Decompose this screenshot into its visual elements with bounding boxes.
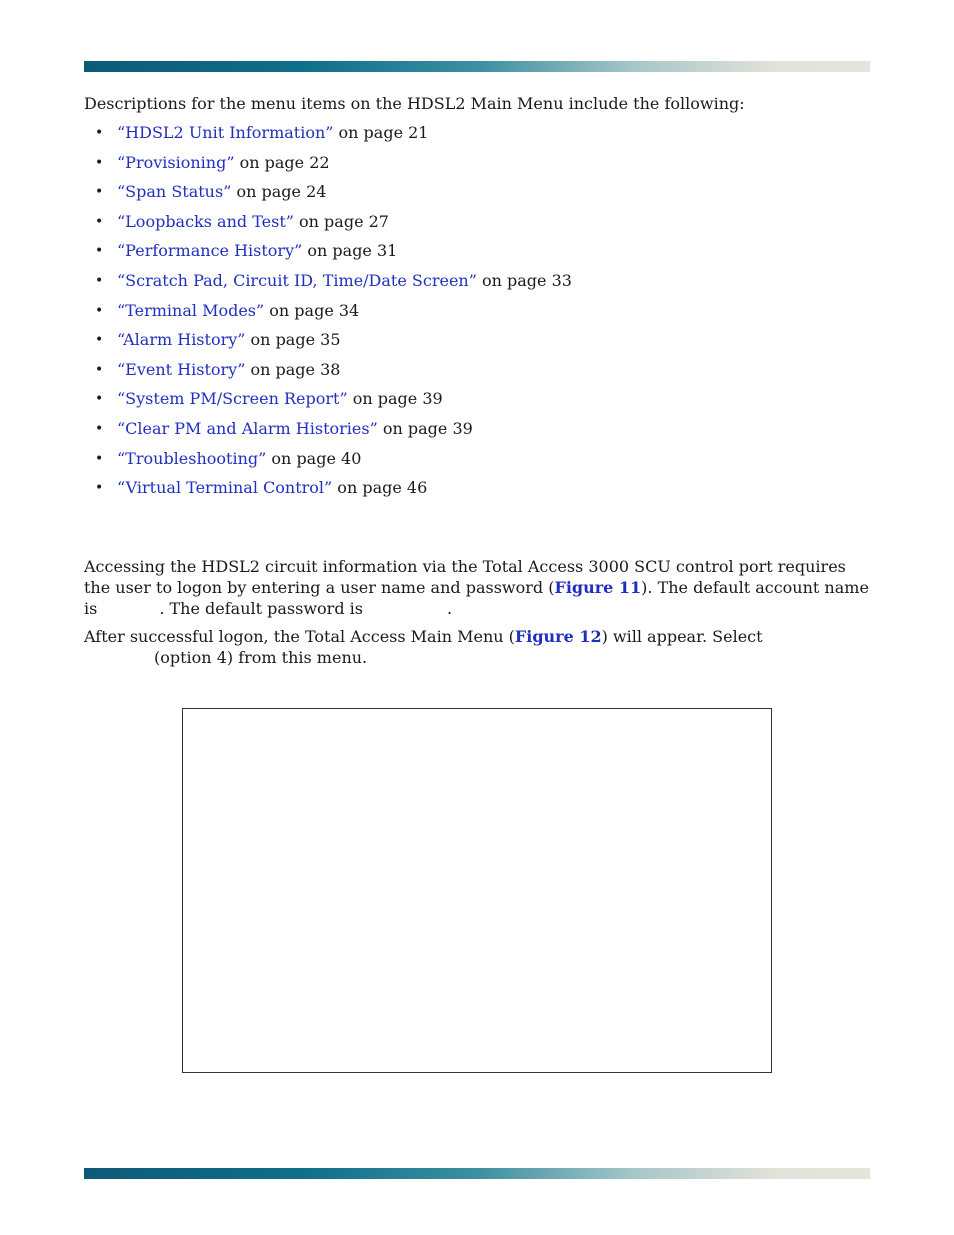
list-item <box>84 152 572 182</box>
bullet-icon: • <box>95 302 104 319</box>
page-reference: on page 34 <box>264 300 360 320</box>
page-reference: on page 27 <box>293 211 389 231</box>
page-reference: on page 31 <box>302 241 398 261</box>
bullet-icon: • <box>95 420 104 437</box>
cross-reference-link[interactable]: “HDSL2 Unit Information” <box>117 123 334 142</box>
bullet-icon: • <box>95 332 104 349</box>
cross-reference-link[interactable]: “Scratch Pad, Circuit ID, Time/Date Screen” <box>117 270 477 290</box>
page-reference: on page 33 <box>476 270 572 290</box>
list-item <box>84 240 572 270</box>
logon-text-part1: Accessing the HDSL2 circuit information via the Total Access 3000 SCU control port requires the user to logon by entering a user name and password ( <box>84 557 846 597</box>
page-reference: on page 46 <box>332 478 428 498</box>
page-reference: on page 24 <box>231 182 327 202</box>
cross-reference-link[interactable]: “Troubleshooting” <box>117 448 267 468</box>
bullet-icon: • <box>95 361 104 378</box>
figure-11-link[interactable]: Figure 11 <box>554 578 642 597</box>
list-item <box>84 477 572 507</box>
list-item <box>84 300 572 330</box>
cross-reference-link[interactable]: “Clear PM and Alarm Histories” <box>117 418 378 438</box>
cross-reference-link[interactable]: “Span Status” <box>117 182 232 202</box>
logon-text-part3: . The default password is <box>159 599 363 618</box>
logon-text-part4: . <box>446 599 453 618</box>
bullet-icon: • <box>95 450 104 467</box>
page-reference: on page 39 <box>347 389 443 409</box>
cross-reference-link[interactable]: “Performance History” <box>117 241 303 261</box>
page-reference: on page 21 <box>333 123 429 142</box>
bullet-icon: • <box>95 243 104 260</box>
cross-reference-link[interactable]: “Loopbacks and Test” <box>117 211 294 231</box>
page-reference: on page 35 <box>245 330 341 350</box>
list-item <box>84 418 572 448</box>
list-item <box>84 270 572 300</box>
list-item <box>84 388 572 418</box>
list-item <box>84 329 572 359</box>
list-item <box>84 211 572 241</box>
figure-frame <box>182 708 772 1073</box>
page-reference: on page 40 <box>266 448 362 468</box>
bullet-icon: • <box>95 391 104 408</box>
bullet-icon: • <box>95 272 104 289</box>
main-menu-text-part3: (option 4) from this menu. <box>154 648 368 667</box>
page-reference: on page 22 <box>234 152 330 172</box>
cross-reference-link[interactable]: “System PM/Screen Report” <box>117 389 348 409</box>
logon-text-part2: ). The default account name is <box>84 578 869 618</box>
logon-paragraph <box>84 556 874 619</box>
main-menu-text-part2: ) will appear. Select <box>601 627 763 646</box>
list-item <box>84 359 572 389</box>
main-menu-paragraph <box>84 626 874 668</box>
footer-rule <box>84 1168 870 1179</box>
intro-text: Descriptions for the menu items on the HDSL2 Main Menu include the following: <box>84 94 745 113</box>
header-rule <box>84 61 870 72</box>
bullet-icon: • <box>95 480 104 497</box>
list-item <box>84 122 572 152</box>
cross-reference-link[interactable]: “Virtual Terminal Control” <box>117 478 333 498</box>
cross-reference-link[interactable]: “Event History” <box>117 359 246 379</box>
page-reference: on page 38 <box>245 359 341 379</box>
cross-reference-link[interactable]: “Alarm History” <box>117 330 246 350</box>
bullet-icon: • <box>95 154 104 171</box>
bullet-icon: • <box>95 125 104 141</box>
cross-reference-link[interactable]: “Terminal Modes” <box>117 300 265 320</box>
bullet-icon: • <box>95 213 104 230</box>
cross-reference-link[interactable]: “Provisioning” <box>117 152 235 172</box>
list-item <box>84 448 572 478</box>
menu-item-list <box>84 122 572 507</box>
page-reference: on page 39 <box>377 418 473 438</box>
figure-12-link[interactable]: Figure 12 <box>514 627 602 646</box>
main-menu-text-part1: After successful logon, the Total Access Main Menu ( <box>84 627 515 646</box>
list-item <box>84 181 572 211</box>
bullet-icon: • <box>95 184 104 201</box>
